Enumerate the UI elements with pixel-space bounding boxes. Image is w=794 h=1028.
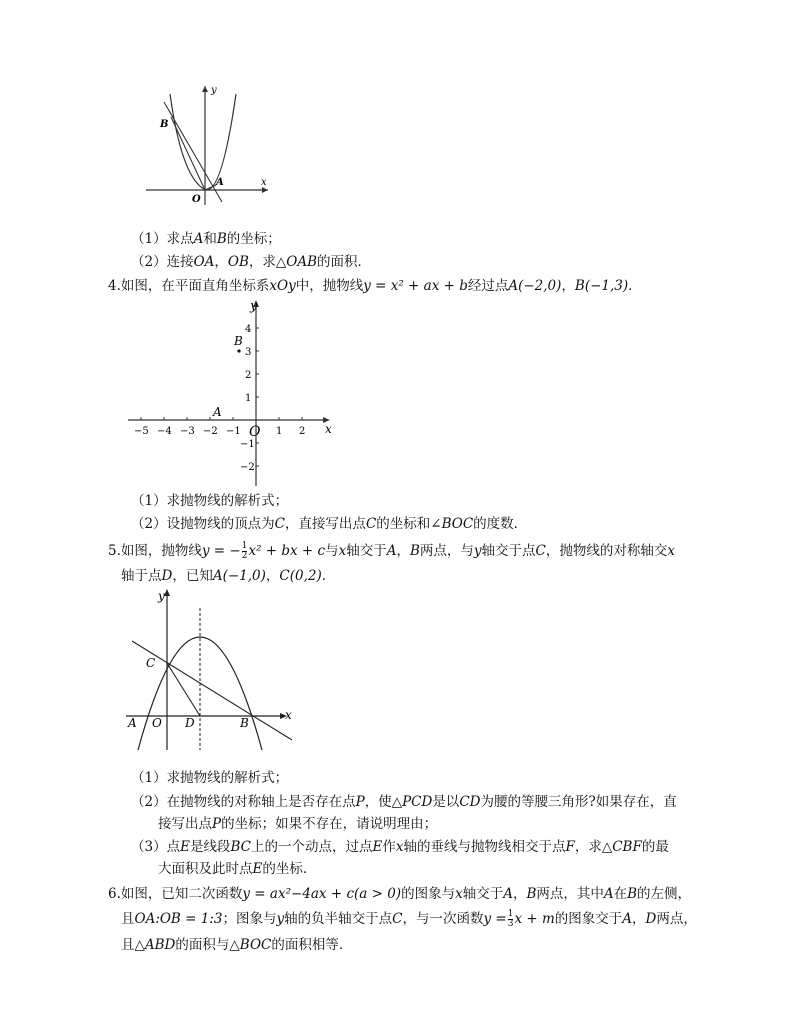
p5-q2-b: ，使 [364, 794, 392, 810]
p5-l1-y: y [473, 543, 482, 559]
p6-l1-c: 轴交于 [462, 886, 504, 902]
p6-l1-point-a: A [503, 886, 513, 902]
p5-number: 5. [108, 543, 121, 559]
p4-q2-text-b: ，直接写出点 [284, 516, 366, 532]
p4-q2-point-c: C [274, 516, 285, 532]
p5-q2-point-p: P [355, 794, 365, 810]
p6-l1-point-b2: B [627, 886, 638, 902]
p5-l1-comma: ， [396, 543, 410, 559]
p3-q1-text-b: 和 [203, 231, 217, 247]
p5-q2-a: （2）在抛物线的对称轴上是否存在点 [131, 794, 356, 810]
p6-l1-a: 如图，已知二次函数 [120, 886, 243, 902]
p6-frac-den: 3 [507, 919, 514, 929]
p4-number: 4. [108, 278, 121, 294]
label-x: x [285, 708, 292, 722]
label-b: B [160, 119, 169, 130]
x-tick-label: −4 [157, 426, 172, 437]
y-axis-arrow [164, 589, 170, 596]
p3-q1-point-b: B [216, 231, 227, 247]
p6-l3-a: 且 [121, 937, 135, 953]
p4-stem-sep: ， [561, 278, 575, 294]
y-tick-label: −1 [240, 439, 255, 450]
p6-l2-b: ；图象与 [222, 911, 277, 927]
p4-q2-text-a: （2）设抛物线的顶点为 [131, 516, 275, 532]
p5-frac-num: 1 [241, 541, 248, 551]
p5-l2-point-c: C(0,2) [279, 568, 322, 584]
label-d: D [185, 716, 195, 730]
p4-q2-angle: ∠BOC [430, 516, 474, 532]
p5-q3-b: 是线段 [189, 839, 231, 855]
p5-l1-x2: x [667, 543, 676, 559]
label-x: x [325, 422, 332, 436]
p5-q2-cd: CD [459, 794, 481, 810]
p6-stem-line-3 [121, 936, 352, 954]
p3-q2-text-a: （2）连接 [131, 254, 194, 270]
p3-question-1 [131, 230, 281, 248]
p4-question-1: （1）求抛物线的解析式； [131, 493, 289, 509]
p3-q1-text-c: 的坐标； [226, 231, 281, 247]
p4-q2-text-c: 的坐标和 [376, 516, 431, 532]
p4-question-2 [131, 515, 527, 533]
point-b [237, 349, 240, 352]
p5-fraction [242, 542, 248, 561]
p6-stem-line-1 [108, 885, 691, 903]
figure-parabola-abcd [122, 586, 297, 752]
p5-q2-triangle: △PCD [391, 794, 433, 810]
x-tick-label: −5 [134, 426, 149, 437]
p3-question-2 [131, 253, 371, 271]
p6-l1-e: 在 [613, 886, 628, 902]
p5-q3-e: 轴的垂线与抛物线相交于点 [403, 839, 566, 855]
x-tick-label: 2 [299, 426, 306, 437]
label-y: y [250, 299, 258, 314]
p3-q2-triangle: △OAB [275, 254, 318, 270]
label-o: O [192, 194, 201, 205]
label-o: O [249, 424, 261, 440]
p5-q3-c: 上的一个动点，过点 [250, 839, 373, 855]
p3-q2-oa: OA [193, 254, 215, 270]
p5-q3-l2-b: 的坐标． [262, 861, 317, 877]
p6-l2-f: 两点， [656, 911, 697, 927]
label-x: x [261, 177, 267, 188]
p6-l3-triangle-abd: △ABD [134, 937, 176, 953]
y-tick-label: 4 [245, 324, 252, 335]
p5-question-3-line-2 [158, 860, 316, 878]
figure-parabola-oab [140, 80, 280, 210]
p6-l3-b: 的面积与 [175, 937, 230, 953]
p5-question-2-line-1 [131, 793, 677, 811]
p4-stem-point-b: B(−1,3) [574, 278, 629, 294]
p6-l2-c: 轴的负半轴交于点 [284, 911, 393, 927]
label-c: C [146, 656, 156, 670]
p5-l1-a: 如图，抛物线 [120, 543, 202, 559]
p5-question-3-line-1 [131, 838, 669, 856]
segment-ob [171, 117, 205, 190]
p6-l2-a: 且 [121, 911, 135, 927]
p6-l2-eq-pre: y = [483, 911, 507, 927]
p5-l2-point-a: A(−1,0) [212, 568, 266, 584]
p5-l1-point-a: A [386, 543, 397, 559]
label-y: y [211, 85, 217, 96]
p6-l2-d: ，与一次函数 [402, 911, 484, 927]
p6-l1-equation: y = ax²−4ax + c(a > 0) [242, 886, 402, 902]
p4-stem-a: 如图，在平面直角坐标系 [120, 278, 270, 294]
p6-l1-b: 的图象与 [401, 886, 456, 902]
p6-l2-comma: ， [632, 911, 646, 927]
p5-l2-b: ，已知 [172, 568, 213, 584]
p5-l2-point-d: D [161, 568, 173, 584]
p6-l2-eq-post: x + m [514, 911, 555, 927]
p5-l1-point-c: C [535, 543, 546, 559]
p6-number: 6. [108, 886, 121, 902]
p6-stem-line-2 [121, 910, 697, 929]
p5-q3-g: 的最 [641, 839, 669, 855]
p6-l1-point-b: B [526, 886, 537, 902]
p5-l1-eq-post: x² + bx + c [248, 543, 326, 559]
p5-q3-x: x [395, 839, 404, 855]
p4-stem [108, 277, 642, 295]
p6-frac-num: 1 [507, 909, 514, 919]
label-y: y [158, 589, 165, 603]
p6-l1-point-a2: A [603, 886, 614, 902]
p5-l1-x: x [338, 543, 347, 559]
p5-l2-end: ． [321, 568, 336, 584]
y-axis-arrow [202, 86, 208, 92]
p5-question-2-line-2 [158, 815, 437, 833]
p5-q3-point-e: E [180, 839, 190, 855]
p4-q2-text-d: 的度数． [473, 516, 528, 532]
p5-q2-d: 为腰的等腰三角形?如果存在，直 [480, 794, 677, 810]
p3-q2-ob: OB [227, 254, 249, 270]
parabola-curve [170, 94, 236, 190]
p6-l2-point-a: A [622, 911, 632, 927]
label-b: B [240, 716, 249, 730]
p5-q3-d: 作 [382, 839, 396, 855]
x-tick-label: −3 [180, 426, 195, 437]
p6-l1-d: 两点，其中 [536, 886, 604, 902]
p5-l1-e: 轴交于点 [481, 543, 536, 559]
p5-l1-point-b: B [409, 543, 420, 559]
p5-q3-l2-a: 大面积及此时点 [158, 861, 253, 877]
p6-l1-x: x [455, 886, 463, 902]
p6-l1-f: 的左侧， [637, 886, 692, 902]
p6-l2-ratio: OA:OB = 1:3 [134, 911, 223, 927]
p5-l2-a: 轴于点 [121, 568, 162, 584]
p4-stem-end: ． [628, 278, 642, 294]
p6-l3-triangle-boc: △BOC [229, 937, 272, 953]
p6-l2-y: y [276, 911, 285, 927]
p5-q2-l2-b: 的坐标；如果不存在，请说明理由； [221, 816, 438, 832]
p5-q2-c: 是以 [432, 794, 460, 810]
p5-q3-triangle: △CBF [601, 839, 642, 855]
p5-l1-d: 两点，与 [419, 543, 474, 559]
label-b: B [234, 334, 243, 348]
x-tick-label: 1 [276, 426, 283, 437]
label-a: A [213, 405, 222, 419]
p3-q2-text-b: ，求 [248, 254, 276, 270]
p3-q1-point-a: A [193, 231, 204, 247]
p5-q3-f: ，求 [574, 839, 602, 855]
y-tick-label: 3 [245, 347, 252, 358]
p6-l2-point-c: C [392, 911, 403, 927]
p6-l2-point-d: D [645, 911, 657, 927]
p3-q1-text-a: （1）求点 [131, 231, 194, 247]
p5-question-1: （1）求抛物线的解析式； [131, 770, 289, 786]
p5-l1-f: ，抛物线的对称轴交 [545, 543, 668, 559]
p5-l2-comma: ， [265, 568, 280, 584]
y-tick-label: 2 [245, 370, 252, 381]
p4-stem-point-a: A(−2,0) [508, 278, 562, 294]
p5-stem-line-1 [108, 542, 675, 561]
p5-stem-line-2 [121, 567, 335, 585]
p4-stem-b: 中，抛物线 [295, 278, 364, 294]
p5-q2-point-p2: P [212, 816, 222, 832]
p6-l3-c: 的面积相等． [271, 937, 353, 953]
p3-q2-text-c: 的面积． [317, 254, 372, 270]
p6-l2-e: 的图象交于 [554, 911, 623, 927]
p3-q2-comma: ， [214, 254, 228, 270]
p5-q3-point-e3: E [252, 861, 263, 877]
p4-stem-xoy: xOy [269, 278, 296, 294]
p5-l1-b: 与 [325, 543, 339, 559]
p5-frac-den: 2 [241, 551, 248, 561]
line-ab [164, 102, 222, 202]
x-tick-label: −2 [203, 426, 218, 437]
y-tick-label: 1 [245, 393, 252, 404]
p5-q3-a: （3）点 [131, 839, 181, 855]
p5-l1-eq-pre: y = − [201, 543, 241, 559]
segment-cd [167, 663, 200, 716]
p4-stem-c: 经过点 [467, 278, 509, 294]
y-tick-label: −2 [240, 462, 255, 473]
p6-l1-comma: ， [512, 886, 527, 902]
figure-coordinate-grid [122, 298, 337, 488]
p5-q3-point-f: F [565, 839, 575, 855]
label-o: O [152, 716, 162, 730]
label-a: A [128, 716, 137, 730]
x-tick-label: −1 [226, 426, 241, 437]
p6-fraction [508, 910, 514, 929]
p4-stem-equation: y = x² + ax + b [363, 278, 468, 294]
p5-l1-c: 轴交于 [346, 543, 387, 559]
p5-q3-bc: BC [230, 839, 251, 855]
p5-q3-point-e2: E [372, 839, 383, 855]
p4-q2-point-c2: C [365, 516, 377, 532]
label-a: A [216, 177, 224, 188]
p5-q2-l2-a: 接写出点 [158, 816, 212, 832]
